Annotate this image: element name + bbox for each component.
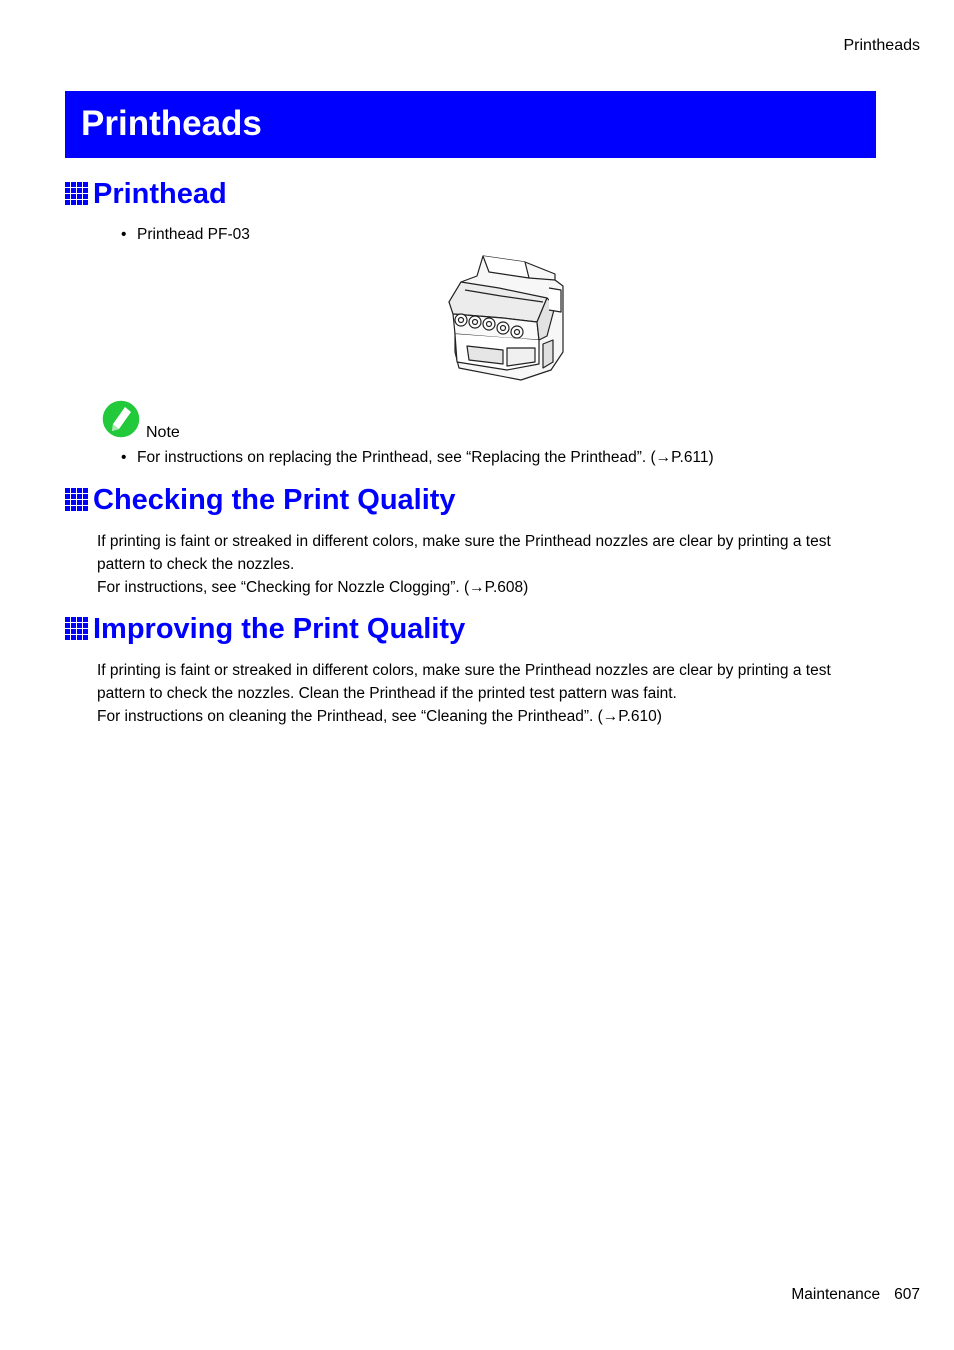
note-list-item: • For instructions on replacing the Printhead, see “Replacing the Printhead”. (→P.611) bbox=[121, 449, 714, 466]
chapter-title: Printheads bbox=[81, 104, 262, 143]
section-heading-checking bbox=[65, 483, 456, 517]
page-footer bbox=[791, 1286, 920, 1304]
section-title: Checking the Print Quality bbox=[93, 484, 456, 516]
section-body bbox=[97, 659, 877, 728]
list-item-text: For instructions on replacing the Printhead, see “Replacing the Printhead”. (→P.611) bbox=[137, 449, 714, 466]
chapter-banner bbox=[65, 91, 876, 158]
section-body bbox=[97, 530, 877, 599]
paragraph: For instructions on cleaning the Printhead, see “Cleaning the Printhead”. (→P.610) bbox=[97, 708, 662, 725]
section-title: Improving the Print Quality bbox=[93, 613, 466, 645]
paragraph: If printing is faint or streaked in different colors, make sure the Printhead nozzles are clear by printing a test pattern to check the nozzles. Clean the Printhead if the printed test pattern was faint. bbox=[97, 662, 831, 702]
pencil-icon bbox=[100, 398, 142, 440]
note-label: Note bbox=[146, 424, 180, 441]
running-header: Printheads bbox=[843, 37, 920, 54]
list-item-text: Printhead PF-03 bbox=[137, 226, 250, 243]
section-heading-printhead bbox=[65, 177, 227, 211]
section-title: Printhead bbox=[93, 178, 227, 210]
footer-section: Maintenance bbox=[791, 1286, 881, 1303]
grid-icon bbox=[65, 617, 89, 641]
section-heading-improving bbox=[65, 612, 465, 646]
list-item: • Printhead PF-03 bbox=[121, 226, 250, 243]
printhead-illustration bbox=[443, 252, 569, 384]
page-number: 607 bbox=[894, 1286, 920, 1303]
grid-icon bbox=[65, 488, 89, 512]
paragraph: If printing is faint or streaked in different colors, make sure the Printhead nozzles are clear by printing a test pattern to check the nozzles. bbox=[97, 533, 831, 573]
grid-icon bbox=[65, 182, 89, 206]
paragraph: For instructions, see “Checking for Nozzle Clogging”. (→P.608) bbox=[97, 579, 529, 596]
